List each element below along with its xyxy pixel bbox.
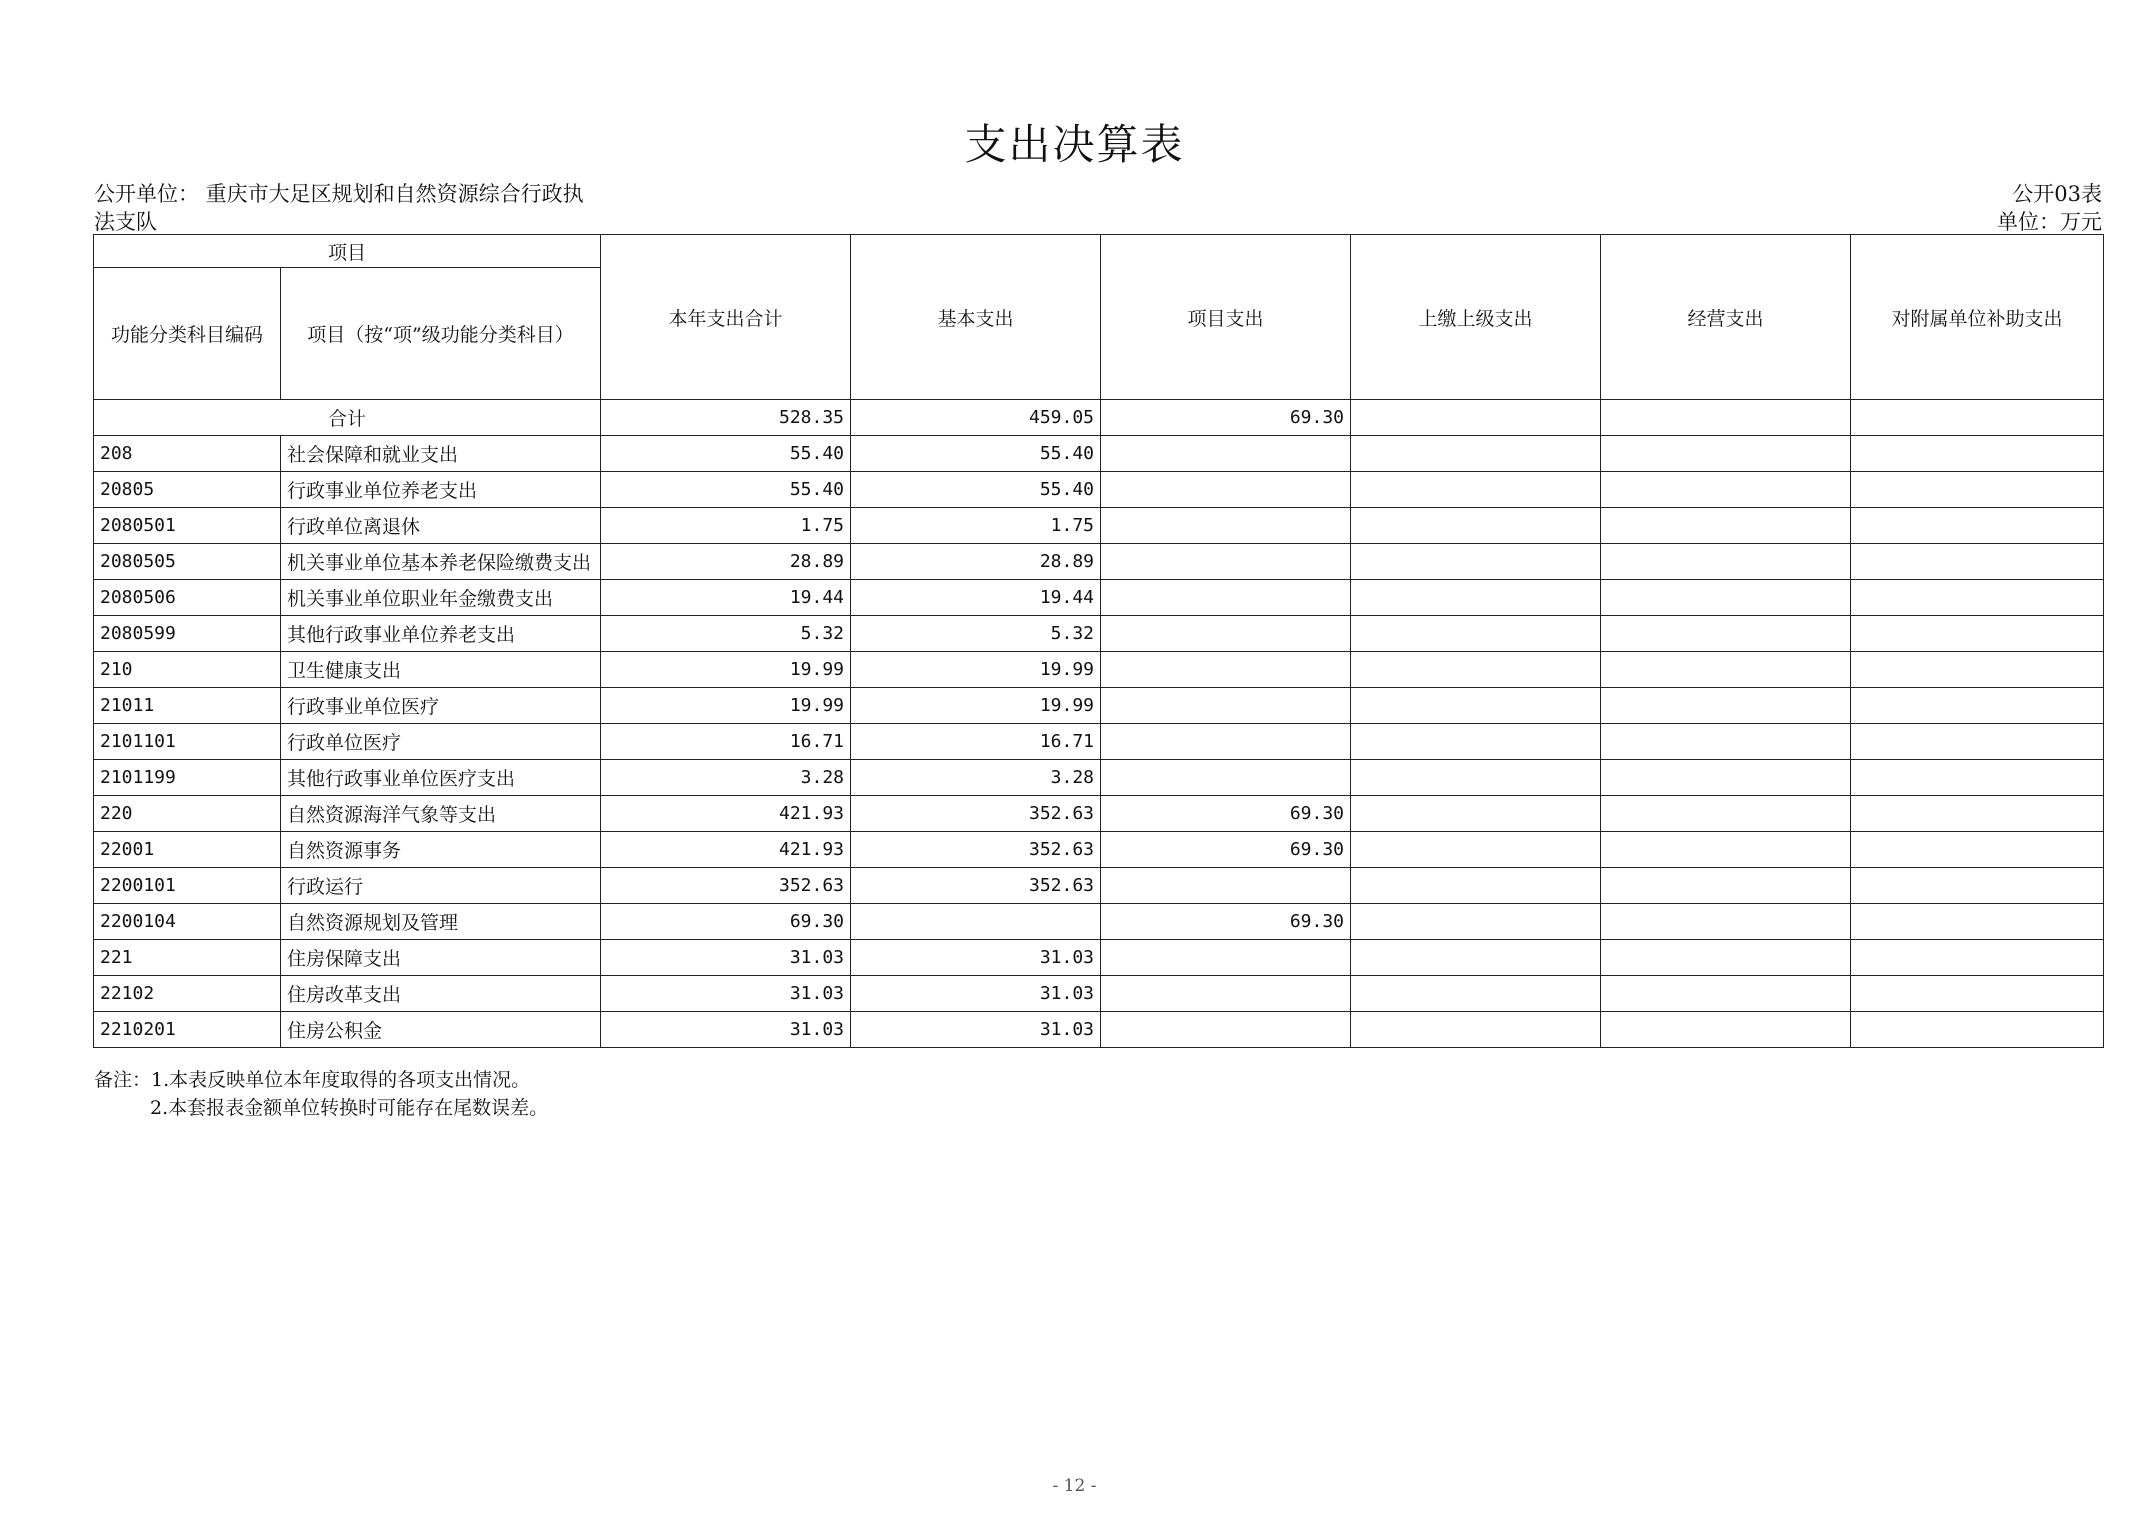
row-code: 22102 (94, 976, 281, 1012)
col-header-operating: 经营支出 (1601, 235, 1851, 400)
reporting-unit-line1: 公开单位： 重庆市大足区规划和自然资源综合行政执 (94, 182, 584, 206)
row-subsidy (1851, 904, 2104, 940)
row-operating (1601, 760, 1851, 796)
row-upper (1351, 832, 1601, 868)
table-row (94, 580, 2104, 616)
row-basic: 352.63 (851, 832, 1101, 868)
row-subsidy (1851, 508, 2104, 544)
row-operating (1601, 1012, 1851, 1048)
row-basic: 16.71 (851, 724, 1101, 760)
row-subsidy (1851, 1012, 2104, 1048)
col-header-project-expense: 项目支出 (1101, 235, 1351, 400)
row-total: 19.99 (601, 688, 851, 724)
row-subsidy (1851, 688, 2104, 724)
table-row (94, 472, 2104, 508)
row-upper (1351, 436, 1601, 472)
row-operating (1601, 616, 1851, 652)
row-name: 其他行政事业单位养老支出 (281, 616, 601, 652)
row-project-expense: 69.30 (1101, 796, 1351, 832)
row-code: 2210201 (94, 1012, 281, 1048)
row-upper (1351, 940, 1601, 976)
page-number: - 12 - (1052, 1476, 1097, 1496)
row-project-expense (1101, 652, 1351, 688)
total-amount: 528.35 (601, 400, 851, 436)
row-upper (1351, 472, 1601, 508)
row-total: 1.75 (601, 508, 851, 544)
row-subsidy (1851, 544, 2104, 580)
row-name: 机关事业单位职业年金缴费支出 (281, 580, 601, 616)
row-project-expense: 69.30 (1101, 904, 1351, 940)
row-project-expense (1101, 760, 1351, 796)
row-operating (1601, 472, 1851, 508)
row-upper (1351, 688, 1601, 724)
row-project-expense (1101, 508, 1351, 544)
row-code: 2101101 (94, 724, 281, 760)
expenditure-table (93, 234, 2104, 1048)
row-name: 行政单位医疗 (281, 724, 601, 760)
row-total: 69.30 (601, 904, 851, 940)
row-name: 住房改革支出 (281, 976, 601, 1012)
row-upper (1351, 1012, 1601, 1048)
row-upper (1351, 724, 1601, 760)
row-basic: 55.40 (851, 472, 1101, 508)
row-project-expense (1101, 1012, 1351, 1048)
row-code: 2200101 (94, 868, 281, 904)
row-total: 421.93 (601, 832, 851, 868)
row-basic: 31.03 (851, 1012, 1101, 1048)
row-operating (1601, 688, 1851, 724)
row-operating (1601, 940, 1851, 976)
row-upper (1351, 760, 1601, 796)
row-name: 行政事业单位医疗 (281, 688, 601, 724)
row-subsidy (1851, 976, 2104, 1012)
row-basic: 19.44 (851, 580, 1101, 616)
row-project-expense: 69.30 (1101, 832, 1351, 868)
row-total: 5.32 (601, 616, 851, 652)
row-basic: 352.63 (851, 868, 1101, 904)
row-name: 自然资源海洋气象等支出 (281, 796, 601, 832)
total-row (94, 400, 2104, 436)
row-operating (1601, 436, 1851, 472)
row-name: 社会保障和就业支出 (281, 436, 601, 472)
total-project-expense: 69.30 (1101, 400, 1351, 436)
row-subsidy (1851, 796, 2104, 832)
row-operating (1601, 832, 1851, 868)
row-name: 自然资源事务 (281, 832, 601, 868)
row-name: 行政事业单位养老支出 (281, 472, 601, 508)
row-code: 210 (94, 652, 281, 688)
row-project-expense (1101, 616, 1351, 652)
col-header-name: 项目（按“项”级功能分类科目） (281, 268, 601, 400)
row-upper (1351, 616, 1601, 652)
row-subsidy (1851, 436, 2104, 472)
row-total: 28.89 (601, 544, 851, 580)
row-project-expense (1101, 472, 1351, 508)
row-project-expense (1101, 868, 1351, 904)
row-subsidy (1851, 940, 2104, 976)
row-operating (1601, 976, 1851, 1012)
row-code: 2080501 (94, 508, 281, 544)
row-subsidy (1851, 832, 2104, 868)
table-row (94, 796, 2104, 832)
row-total: 421.93 (601, 796, 851, 832)
row-subsidy (1851, 760, 2104, 796)
row-basic: 55.40 (851, 436, 1101, 472)
row-upper (1351, 976, 1601, 1012)
table-row (94, 544, 2104, 580)
row-basic: 31.03 (851, 940, 1101, 976)
row-project-expense (1101, 436, 1351, 472)
row-name: 自然资源规划及管理 (281, 904, 601, 940)
col-header-total: 本年支出合计 (601, 235, 851, 400)
row-subsidy (1851, 868, 2104, 904)
col-header-code: 功能分类科目编码 (94, 268, 281, 400)
table-row (94, 616, 2104, 652)
row-name: 住房公积金 (281, 1012, 601, 1048)
row-basic: 1.75 (851, 508, 1101, 544)
row-basic: 352.63 (851, 796, 1101, 832)
row-upper (1351, 580, 1601, 616)
table-row (94, 1012, 2104, 1048)
row-subsidy (1851, 616, 2104, 652)
table-row (94, 652, 2104, 688)
total-subsidy (1851, 400, 2104, 436)
row-basic (851, 904, 1101, 940)
row-basic: 3.28 (851, 760, 1101, 796)
row-basic: 19.99 (851, 688, 1101, 724)
row-operating (1601, 580, 1851, 616)
table-row (94, 976, 2104, 1012)
row-upper (1351, 796, 1601, 832)
col-header-basic: 基本支出 (851, 235, 1101, 400)
row-code: 221 (94, 940, 281, 976)
row-total: 3.28 (601, 760, 851, 796)
total-operating (1601, 400, 1851, 436)
total-upper (1351, 400, 1601, 436)
form-number: 公开03表 (2012, 182, 2102, 206)
row-code: 22001 (94, 832, 281, 868)
row-project-expense (1101, 724, 1351, 760)
row-upper (1351, 544, 1601, 580)
total-label: 合计 (94, 400, 601, 436)
row-name: 其他行政事业单位医疗支出 (281, 760, 601, 796)
row-operating (1601, 652, 1851, 688)
col-header-upper: 上缴上级支出 (1351, 235, 1601, 400)
row-project-expense (1101, 940, 1351, 976)
row-operating (1601, 508, 1851, 544)
row-upper (1351, 904, 1601, 940)
row-total: 19.99 (601, 652, 851, 688)
table-row (94, 904, 2104, 940)
currency-unit: 单位：万元 (1997, 210, 2102, 234)
table-row (94, 724, 2104, 760)
row-total: 31.03 (601, 1012, 851, 1048)
row-code: 2080599 (94, 616, 281, 652)
table-row (94, 508, 2104, 544)
note-line-1: 备注：1.本表反映单位本年度取得的各项支出情况。 (94, 1069, 531, 1091)
row-upper (1351, 652, 1601, 688)
row-name: 行政运行 (281, 868, 601, 904)
row-code: 2101199 (94, 760, 281, 796)
row-name: 住房保障支出 (281, 940, 601, 976)
col-header-project: 项目 (94, 235, 601, 268)
row-basic: 5.32 (851, 616, 1101, 652)
row-subsidy (1851, 580, 2104, 616)
row-code: 2080506 (94, 580, 281, 616)
row-total: 55.40 (601, 472, 851, 508)
row-basic: 31.03 (851, 976, 1101, 1012)
row-code: 2200104 (94, 904, 281, 940)
row-operating (1601, 796, 1851, 832)
row-total: 55.40 (601, 436, 851, 472)
col-header-subsidy: 对附属单位补助支出 (1851, 235, 2104, 400)
row-code: 2080505 (94, 544, 281, 580)
row-project-expense (1101, 580, 1351, 616)
table-row (94, 688, 2104, 724)
row-upper (1351, 508, 1601, 544)
note-line-2: 2.本套报表金额单位转换时可能存在尾数误差。 (150, 1097, 549, 1119)
reporting-unit-line2: 法支队 (94, 210, 157, 234)
row-name: 行政单位离退休 (281, 508, 601, 544)
row-total: 16.71 (601, 724, 851, 760)
table-row (94, 760, 2104, 796)
row-code: 21011 (94, 688, 281, 724)
row-name: 机关事业单位基本养老保险缴费支出 (281, 544, 601, 580)
row-operating (1601, 868, 1851, 904)
notes (94, 1066, 548, 1122)
row-total: 352.63 (601, 868, 851, 904)
table-row (94, 868, 2104, 904)
table-row (94, 940, 2104, 976)
table-row (94, 832, 2104, 868)
row-operating (1601, 904, 1851, 940)
row-project-expense (1101, 976, 1351, 1012)
row-subsidy (1851, 724, 2104, 760)
row-total: 31.03 (601, 976, 851, 1012)
table-row (94, 436, 2104, 472)
row-upper (1351, 868, 1601, 904)
row-code: 208 (94, 436, 281, 472)
row-total: 19.44 (601, 580, 851, 616)
row-operating (1601, 724, 1851, 760)
row-project-expense (1101, 688, 1351, 724)
row-basic: 19.99 (851, 652, 1101, 688)
row-operating (1601, 544, 1851, 580)
row-name: 卫生健康支出 (281, 652, 601, 688)
row-total: 31.03 (601, 940, 851, 976)
row-subsidy (1851, 652, 2104, 688)
row-subsidy (1851, 472, 2104, 508)
row-basic: 28.89 (851, 544, 1101, 580)
row-code: 220 (94, 796, 281, 832)
total-basic: 459.05 (851, 400, 1101, 436)
page-title: 支出决算表 (964, 120, 1185, 169)
row-code: 20805 (94, 472, 281, 508)
row-project-expense (1101, 544, 1351, 580)
